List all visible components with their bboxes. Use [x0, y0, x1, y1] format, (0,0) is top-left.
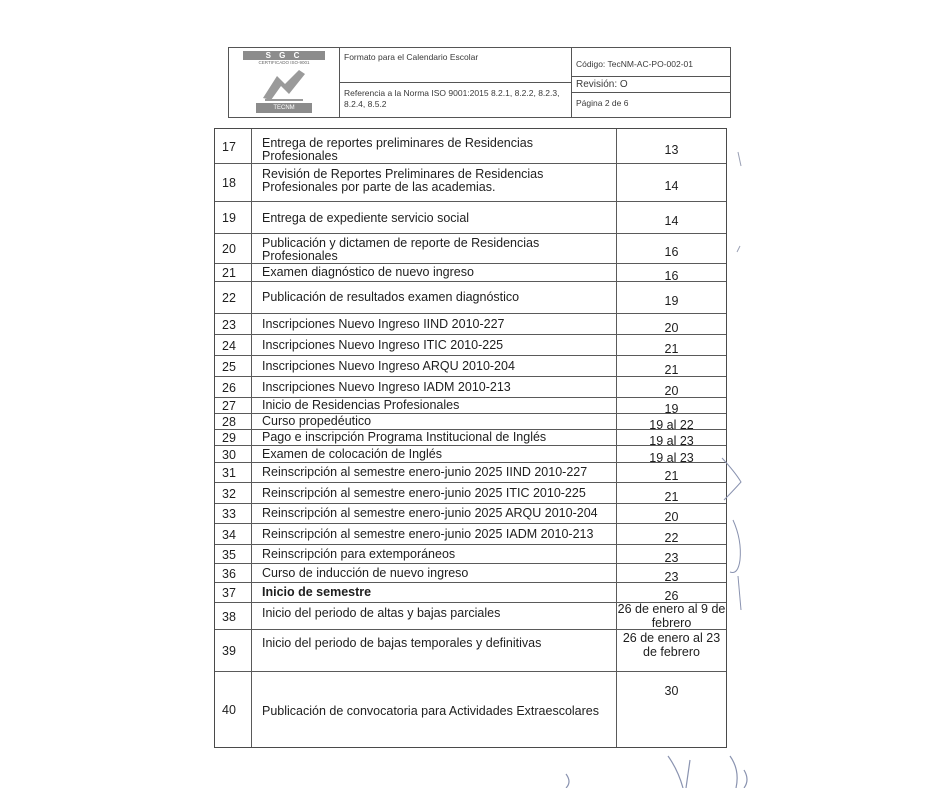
row-number: 21 [222, 266, 236, 280]
activity-text: Inicio de semestre [262, 585, 372, 599]
activity-text: Inscripciones Nuevo Ingreso ARQU 2010-204 [262, 358, 515, 373]
row-number: 28 [222, 415, 236, 429]
tecnm-logo-text: TECNM [256, 103, 312, 113]
date-text: 14 [664, 179, 679, 193]
activity-text: Publicación de convocatoria para Actividades Extraescolares [262, 704, 599, 718]
activity-text: Examen diagnóstico de nuevo ingreso [262, 265, 474, 279]
row-number: 34 [222, 527, 236, 542]
activity-text: Revisión de Reportes Preliminares de Residencias Profesionales por parte de las academias. [262, 167, 544, 194]
date-text: 20 [664, 320, 679, 335]
signature-mark [566, 774, 569, 788]
activity-text: Inicio de Residencias Profesionales [262, 398, 460, 412]
activity-text: Publicación de resultados examen diagnóstico [262, 290, 520, 304]
date-text: 26 [664, 589, 679, 603]
activity-text: Entrega de expediente servicio social [262, 211, 470, 225]
date-text: 16 [664, 245, 679, 259]
activity-text: Curso de inducción de nuevo ingreso [262, 565, 469, 580]
date-text: 19 [664, 294, 679, 308]
date-text: 13 [664, 142, 679, 157]
signature-mark [668, 756, 690, 788]
date-text: 21 [664, 362, 679, 377]
activity-text: Examen de colocación de Inglés [262, 446, 442, 461]
date-text: 20 [664, 510, 679, 524]
row-number: 31 [222, 466, 236, 480]
date-text: 23 [664, 569, 679, 584]
row-number: 27 [222, 399, 236, 413]
iso-reference: Referencia a la Norma ISO 9001:2015 8.2.1, 8.2.2, 8.2.3, 8.2.4, 8.5.2 [344, 88, 560, 109]
activity-text: Reinscripción al semestre enero-junio 2025 ITIC 2010-225 [262, 485, 586, 500]
pen-mark [738, 152, 741, 166]
row-number: 37 [222, 586, 236, 600]
date-text: 22 [664, 530, 679, 545]
row-number: 32 [222, 486, 236, 501]
row-number: 35 [222, 547, 236, 562]
date-text: 19 al 23 [649, 434, 694, 448]
pen-mark [730, 520, 740, 573]
date-text: 16 [664, 269, 679, 283]
pen-mark [722, 458, 741, 500]
row-number: 38 [222, 609, 236, 624]
row-number: 40 [222, 702, 236, 717]
signature-mark [730, 756, 747, 788]
date-text: 19 [664, 402, 679, 416]
activity-text: Inicio del periodo de altas y bajas parciales [262, 606, 501, 620]
activity-text: Reinscripción al semestre enero-junio 2025 IIND 2010-227 [262, 465, 588, 479]
activity-text: Entrega de reportes preliminares de Residencias Profesionales [262, 136, 533, 163]
row-number: 36 [222, 566, 236, 581]
date-text: 26 de enero al 9 de febrero [617, 602, 726, 630]
row-number: 25 [222, 359, 236, 374]
activity-text: Inscripciones Nuevo Ingreso ITIC 2010-225 [262, 337, 504, 352]
sgc-cert-text: CERTIFICADO ISO-9001 [258, 60, 310, 65]
row-number: 39 [222, 644, 236, 658]
activity-text: Inscripciones Nuevo Ingreso IADM 2010-213 [262, 379, 511, 394]
activity-text: Reinscripción al semestre enero-junio 2025 ARQU 2010-204 [262, 506, 598, 520]
activity-text: Pago e inscripción Programa Institucional de Inglés [262, 430, 547, 444]
date-text: 30 [664, 684, 679, 698]
row-number: 26 [222, 380, 236, 395]
activity-text: Inicio del periodo de bajas temporales y definitivas [262, 636, 542, 650]
activity-text: Inscripciones Nuevo Ingreso IIND 2010-227 [262, 316, 505, 331]
row-number: 22 [222, 291, 236, 305]
sgc-logo-text: S G C [243, 51, 325, 60]
row-number: 30 [222, 447, 236, 462]
date-text: 21 [664, 469, 679, 483]
row-number: 18 [222, 176, 236, 190]
revision-number: Revisión: O [576, 79, 628, 90]
date-text: 21 [664, 489, 679, 504]
row-number: 19 [222, 211, 236, 225]
document-code: Código: TecNM-AC-PO-002-01 [576, 59, 693, 69]
pen-mark [737, 246, 740, 252]
date-text: 14 [664, 214, 679, 228]
activity-text: Reinscripción para extemporáneos [262, 546, 456, 561]
row-number: 33 [222, 507, 236, 521]
activity-text: Reinscripción al semestre enero-junio 2025 IADM 2010-213 [262, 526, 594, 541]
format-title: Formato para el Calendario Escolar [344, 52, 479, 62]
row-number: 24 [222, 338, 236, 353]
pen-mark [738, 576, 741, 610]
date-text: 21 [664, 341, 679, 356]
activity-text: Curso propedéutico [262, 414, 372, 428]
row-number: 23 [222, 317, 236, 332]
date-text: 23 [664, 550, 679, 565]
date-text: 26 de enero al 23 de febrero [622, 631, 721, 659]
activity-text: Publicación y dictamen de reporte de Residencias Profesionales [262, 236, 540, 263]
date-text: 19 al 23 [649, 450, 694, 465]
row-number: 29 [222, 431, 236, 445]
page-number: Página 2 de 6 [576, 98, 629, 108]
row-number: 17 [222, 139, 236, 154]
row-number: 20 [222, 242, 236, 256]
date-text: 19 al 22 [649, 418, 694, 432]
date-text: 20 [664, 383, 679, 398]
